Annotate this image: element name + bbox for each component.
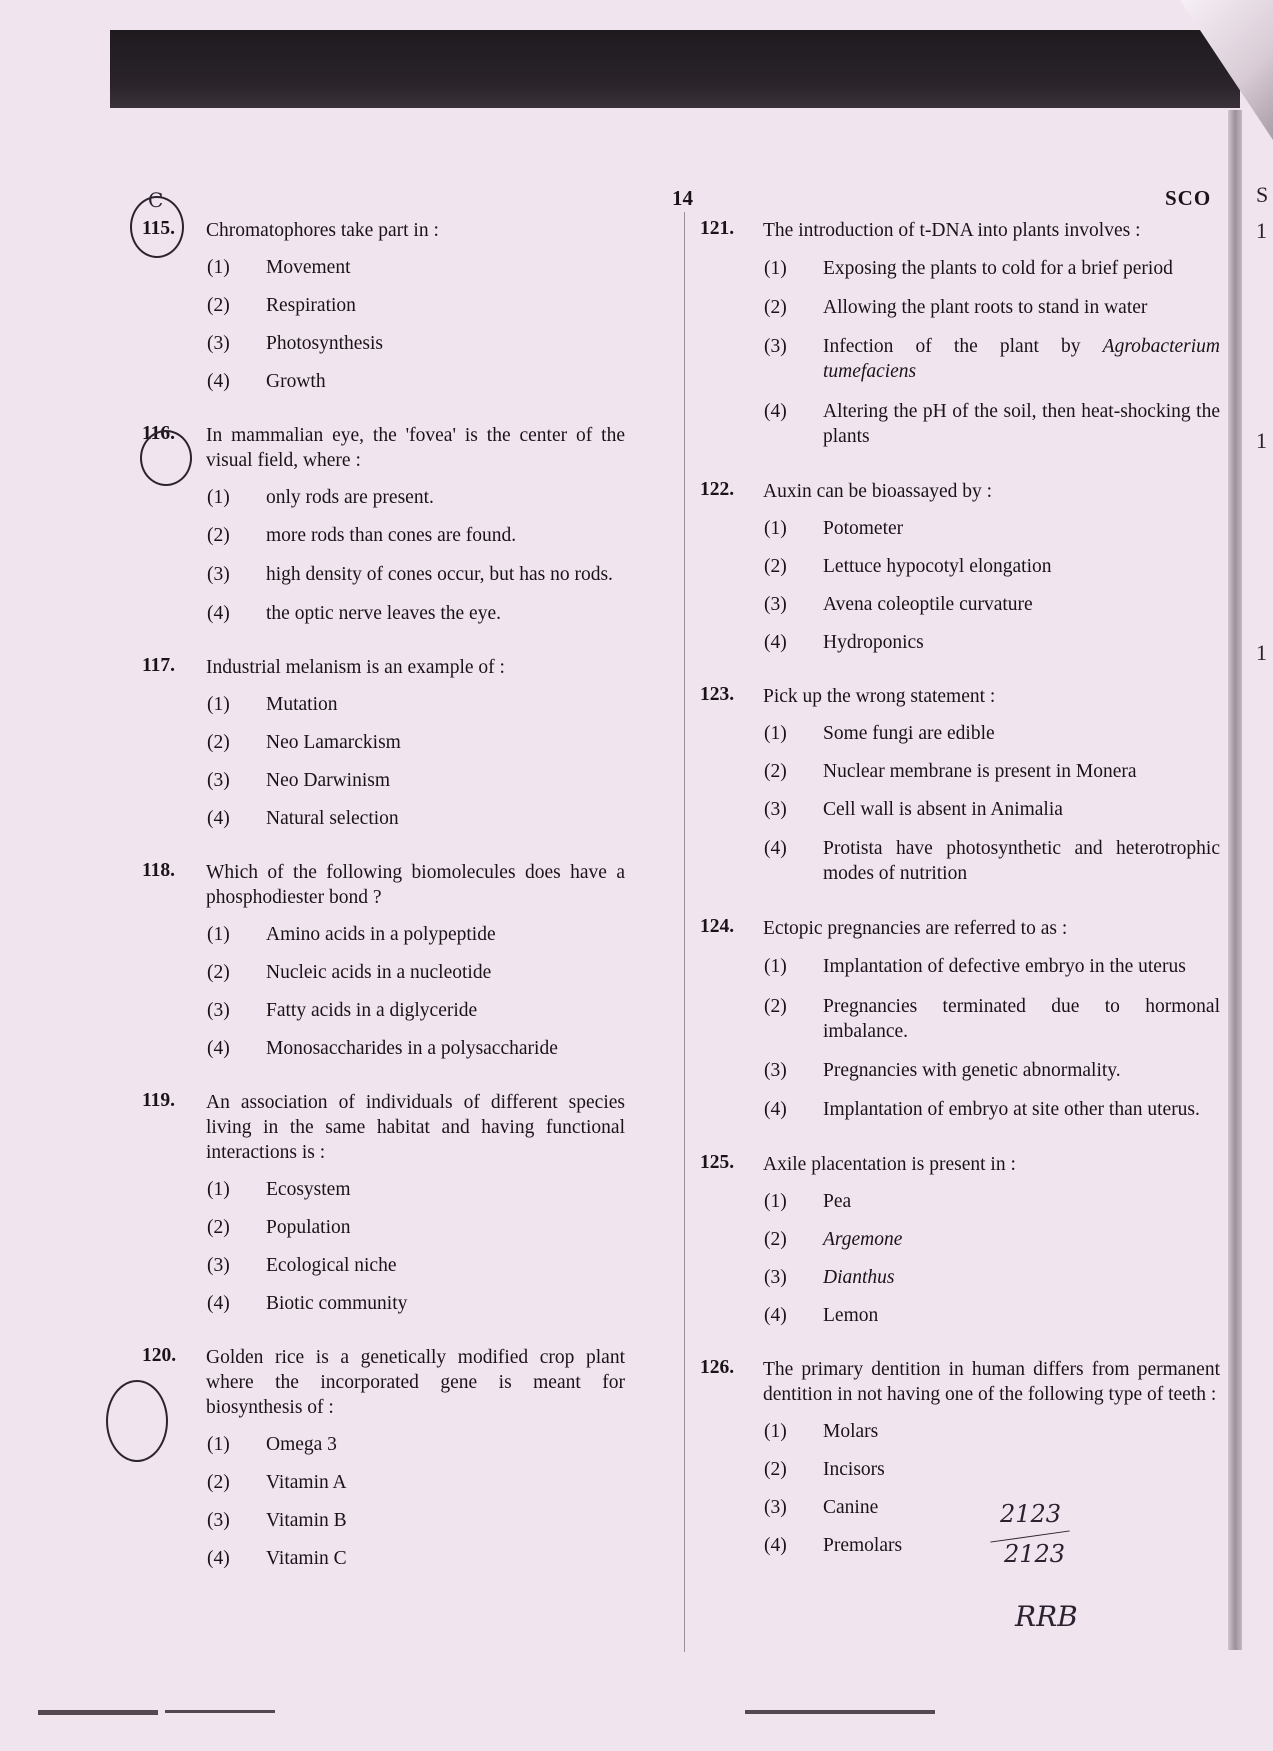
margin-mark: C [148,188,164,212]
option-text: Pregnancies terminated due to hormonal imbalance. [823,996,1220,1042]
question-115 [142,218,625,401]
option-text: Biotic community [266,1293,408,1314]
series-code: SCO [1165,186,1212,210]
option-number: (2) [764,1229,787,1250]
option-text: Lettuce hypocotyl elongation [823,556,1052,577]
answer-option [702,947,1220,987]
question-number: 117. [142,655,176,676]
question-text: The primary dentition in human differs from permanent dentition in not having one of the following type of teeth : [763,1359,1220,1405]
option-text: Pea [823,1191,852,1212]
option-text: Implantation of embryo at site other than uterus. [823,1099,1200,1120]
option-text: Dianthus [823,1267,895,1288]
option-number: (1) [207,1434,230,1455]
answer-option [145,1426,625,1464]
answer-option [702,987,1220,1052]
answer-option [145,479,625,517]
option-number: (3) [764,1060,787,1081]
option-number: (3) [207,564,230,585]
question-text: Chromatophores take part in : [206,220,439,241]
option-list [145,1171,625,1323]
option-text: high density of cones occur, but has no rods. [266,564,613,585]
question-text: Auxin can be bioassayed by : [763,481,993,502]
option-text: Incisors [823,1459,885,1480]
option-text: Implantation of defective embryo in the uterus [823,956,1186,977]
option-number: (4) [207,1548,230,1569]
answer-option [702,249,1220,289]
answer-option [702,1451,1220,1489]
option-number: (1) [764,723,787,744]
answer-option [702,624,1220,662]
edge-letter: S [1256,182,1269,207]
question-122 [702,479,1220,662]
option-list [702,249,1220,457]
answer-option [702,586,1220,624]
option-text: only rods are present. [266,487,434,508]
answer-option [145,1464,625,1502]
option-number: (4) [207,808,230,829]
answer-option [145,1540,625,1578]
question-number: 116. [142,423,176,444]
question-text: Which of the following biomolecules does have a phosphodiester bond ? [206,862,625,908]
handwritten-signature: RRB [1015,1600,1078,1633]
question-number: 122. [700,479,735,500]
option-list [145,916,625,1068]
option-number: (2) [207,295,230,316]
question-text: The introduction of t-DNA into plants involves : [763,220,1141,241]
option-text: Vitamin C [266,1548,347,1569]
option-text: Neo Darwinism [266,770,391,791]
question-119 [142,1090,625,1323]
option-list [702,715,1220,894]
question-number: 115. [142,218,176,239]
answer-option [145,1247,625,1285]
option-number: (3) [207,1000,230,1021]
option-text: Molars [823,1421,879,1442]
option-text: Omega 3 [266,1434,337,1455]
option-text: Some fungi are edible [823,723,995,744]
option-text: Lemon [823,1305,879,1326]
answer-option [702,1221,1220,1259]
question-text: In mammalian eye, the 'fovea' is the center of the visual field, where : [206,425,625,471]
scan-smudge [745,1710,935,1714]
answer-option [702,791,1220,829]
answer-option [702,1489,1220,1527]
option-list [145,479,625,633]
option-number: (3) [764,1267,787,1288]
question-124 [702,916,1220,1130]
answer-option [145,1285,625,1323]
answer-option [145,555,625,595]
option-number: (4) [207,1293,230,1314]
option-text: Amino acids in a polypeptide [266,924,496,945]
option-number: (1) [207,924,230,945]
option-text: Ecological niche [266,1255,397,1276]
option-number: (1) [764,258,787,279]
question-number: 119. [142,1090,176,1111]
question-number: 118. [142,860,176,881]
edge-letter: 1 [1256,218,1267,243]
question-number: 123. [700,684,735,705]
answer-option [702,1052,1220,1090]
option-number: (4) [207,1038,230,1059]
answer-option [702,1527,1220,1565]
option-number: (4) [764,838,787,859]
option-text: Hydroponics [823,632,924,653]
answer-option [145,1502,625,1540]
option-text: Fatty acids in a diglyceride [266,1000,478,1021]
option-number: (1) [764,518,787,539]
option-number: (1) [764,1421,787,1442]
option-list [702,510,1220,662]
option-text: Ecosystem [266,1179,351,1200]
answer-option [145,249,625,287]
option-number: (4) [207,371,230,392]
option-number: (1) [764,1191,787,1212]
answer-option [702,753,1220,791]
option-number: (3) [207,1510,230,1531]
answer-option [702,510,1220,548]
option-number: (2) [207,962,230,983]
answer-option [702,1413,1220,1451]
scan-smudge [38,1710,158,1715]
question-number: 121. [700,218,735,239]
option-text: Altering the pH of the soil, then heat-shocking the plants [823,401,1220,447]
answer-option [702,548,1220,586]
answer-option [145,517,625,555]
option-text: Nucleic acids in a nucleotide [266,962,492,983]
answer-option [702,829,1220,894]
option-number: (3) [764,799,787,820]
answer-option [145,724,625,762]
option-list [702,1183,1220,1335]
answer-option [145,954,625,992]
option-text: Cell wall is absent in Animalia [823,799,1063,820]
answer-option [145,363,625,401]
option-number: (2) [764,761,787,782]
pen-circle-mark [106,1380,168,1462]
page-edge-shadow [1228,110,1242,1650]
right-column [702,218,1220,1587]
option-number: (1) [207,694,230,715]
option-text: Photosynthesis [266,333,384,354]
question-118 [142,860,625,1068]
option-number: (4) [764,1305,787,1326]
question-116 [142,423,625,633]
question-number: 125. [700,1152,735,1173]
option-text: Population [266,1217,351,1238]
question-123 [702,684,1220,894]
option-number: (2) [764,556,787,577]
option-number: (2) [207,732,230,753]
answer-option [145,1209,625,1247]
option-text: Vitamin B [266,1510,347,1531]
option-text: Movement [266,257,351,278]
option-text: Exposing the plants to cold for a brief period [823,258,1173,279]
answer-option [702,1259,1220,1297]
option-list [702,1413,1220,1565]
question-text: Golden rice is a genetically modified crop plant where the incorporated gene is meant for biosynthesis of : [206,1347,625,1418]
option-text: Infection of the plant by Agrobacterium tumefaciens [823,336,1220,382]
answer-option [145,800,625,838]
option-text: Potometer [823,518,904,539]
option-number: (3) [764,336,787,357]
question-number: 124. [700,916,735,937]
option-list [145,1426,625,1578]
question-text: Pick up the wrong statement : [763,686,996,707]
option-number: (3) [207,1255,230,1276]
option-list [145,686,625,838]
option-text: Neo Lamarckism [266,732,401,753]
question-text: Industrial melanism is an example of : [206,657,505,678]
option-number: (2) [764,1459,787,1480]
question-number: 126. [700,1357,735,1378]
question-120 [142,1345,625,1578]
option-text: Argemone [823,1229,903,1250]
option-number: (1) [764,956,787,977]
option-number: (3) [764,1497,787,1518]
option-text: Premolars [823,1535,903,1556]
answer-option [702,715,1220,753]
answer-option [702,1297,1220,1335]
option-number: (3) [207,333,230,354]
left-column [142,218,625,1600]
option-text: Pregnancies with genetic abnormality. [823,1060,1121,1081]
option-number: (2) [764,996,787,1017]
scanned-header-bar [110,30,1240,108]
question-126 [702,1357,1220,1565]
handwritten-formula: 2123 [1000,1500,1062,1528]
option-text: Natural selection [266,808,399,829]
option-text: Protista have photosynthetic and heterotrophic modes of nutrition [823,838,1220,884]
answer-option [702,289,1220,327]
pen-circle-mark [140,430,192,486]
option-text: Respiration [266,295,356,316]
option-number: (4) [764,632,787,653]
column-divider [684,212,685,1652]
question-117 [142,655,625,838]
option-text: the optic nerve leaves the eye. [266,603,501,624]
answer-option [145,287,625,325]
answer-option [145,992,625,1030]
handwritten-formula: 2123 [1004,1540,1066,1568]
answer-option [702,1090,1220,1130]
option-text: Nuclear membrane is present in Monera [823,761,1137,782]
answer-option [145,762,625,800]
question-125 [702,1152,1220,1335]
option-number: (4) [207,603,230,624]
option-list [702,947,1220,1130]
question-121 [702,218,1220,457]
question-number: 120. [142,1345,177,1366]
option-text: more rods than cones are found. [266,525,517,546]
option-number: (1) [207,1179,230,1200]
option-number: (3) [207,770,230,791]
option-text: Growth [266,371,326,392]
option-text: Avena coleoptile curvature [823,594,1033,615]
option-number: (2) [207,1217,230,1238]
option-number: (2) [764,297,787,318]
edge-letter: 1 [1256,428,1267,453]
question-text: Axile placentation is present in : [763,1154,1016,1175]
question-text: Ectopic pregnancies are referred to as : [763,918,1068,939]
pen-circle-mark [130,196,184,258]
answer-option [145,1030,625,1068]
option-text: Mutation [266,694,338,715]
answer-option [702,327,1220,392]
answer-option [145,686,625,724]
option-number: (4) [764,1099,787,1120]
edge-letter: 1 [1256,640,1267,665]
answer-option [145,595,625,633]
option-list [145,249,625,401]
answer-option [702,392,1220,457]
option-number: (1) [207,257,230,278]
option-text: Vitamin A [266,1472,347,1493]
option-text: Allowing the plant roots to stand in water [823,297,1148,318]
answer-option [145,916,625,954]
option-text: Canine [823,1497,879,1518]
option-text: Monosaccharides in a polysaccharide [266,1038,558,1059]
option-number: (4) [764,401,787,422]
answer-option [702,1183,1220,1221]
scan-smudge [165,1710,275,1713]
option-number: (3) [764,594,787,615]
answer-option [145,325,625,363]
answer-option [145,1171,625,1209]
question-text: An association of individuals of different species living in the same habitat and having functional interactions is : [206,1092,625,1163]
option-number: (2) [207,525,230,546]
option-number: (4) [764,1535,787,1556]
page-number: 14 [672,186,693,210]
option-number: (1) [207,487,230,508]
option-number: (2) [207,1472,230,1493]
